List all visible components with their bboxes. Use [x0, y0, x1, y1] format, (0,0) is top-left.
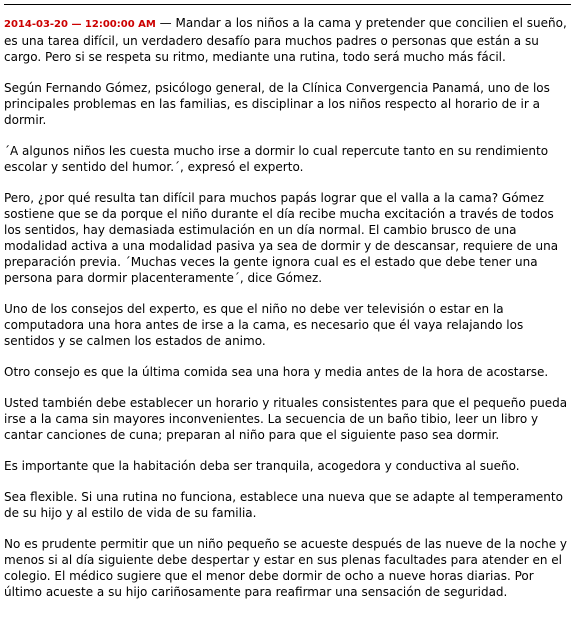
- paragraph: Uno de los consejos del experto, es que el niño no debe ver televisión o estar en la computadora una hora antes de irse a la cama, es necesario que él vaya relajando los sentidos y se calmen los estados de animo.: [4, 302, 524, 348]
- paragraph: No es prudente permitir que un niño pequeño se acueste después de las nueve de la noche y menos si al día siguiente debe despertar y estar en sus plenas facultades para atender en el colegio. El médico sugiere que el menor debe dormir de ocho a nueve horas diarias. Por último acueste a su hijo cariñosamente para reafirmar una sensación de seguridad.: [4, 537, 567, 599]
- lead-text: Mandar a los niños a la cama y pretender que concilien el sueño, es una tarea difícil, un verdadero desafío para muchos padres o personas que están a su cargo. Pero si se respeta su ritmo, mediante una rutina, todo será mucho más fácil.: [4, 16, 567, 64]
- paragraph: Es importante que la habitación deba ser tranquila, acogedora y conductiva al sueño.: [4, 459, 520, 473]
- paragraph: ´A algunos niños les cuesta mucho irse a dormir lo cual repercute tanto en su rendimiento escolar y sentido del humor.´, expresó el experto.: [4, 144, 549, 174]
- article-body: [0, 5, 575, 600]
- paragraph: Sea flexible. Si una rutina no funciona, establece una nueva que se adapte al temperamento de su hijo y al estilo de vida de su familia.: [4, 490, 563, 520]
- lead-paragraph: [4, 15, 571, 65]
- dateline: 2014-03-20 — 12:00:00 AM: [4, 19, 156, 30]
- dateline-separator: —: [155, 16, 176, 30]
- paragraph: Según Fernando Gómez, psicólogo general, de la Clínica Convergencia Panamá, uno de los principales problemas en las familias, es disciplinar a los niños respecto al horario de ir a dormir.: [4, 81, 550, 127]
- paragraph: Otro consejo es que la última comida sea una hora y media antes de la hora de acostarse.: [4, 365, 549, 379]
- paragraph: Pero, ¿por qué resulta tan difícil para muchos papás lograr que el valla a la cama? Gómez sostiene que se da porque el niño durante el día recibe mucha excitación a través de todos los sentidos, hay demasiada estimulación en un día normal. El cambio brusco de una modalidad activa a una modalidad pasiva ya sea de dormir y de descansar, requiere de una preparación previa. ´Muchas veces la gente ignora cual es el estado que debe tener una persona para dormir placenteramente´, dice Gómez.: [4, 191, 559, 285]
- paragraph: Usted también debe establecer un horario y rituales consistentes para que el pequeño pueda irse a la cama sin mayores inconvenientes. La secuencia de un baño tibio, leer un libro y cantar canciones de cuna; preparan al niño para que el siguiente paso sea dormir.: [4, 396, 568, 442]
